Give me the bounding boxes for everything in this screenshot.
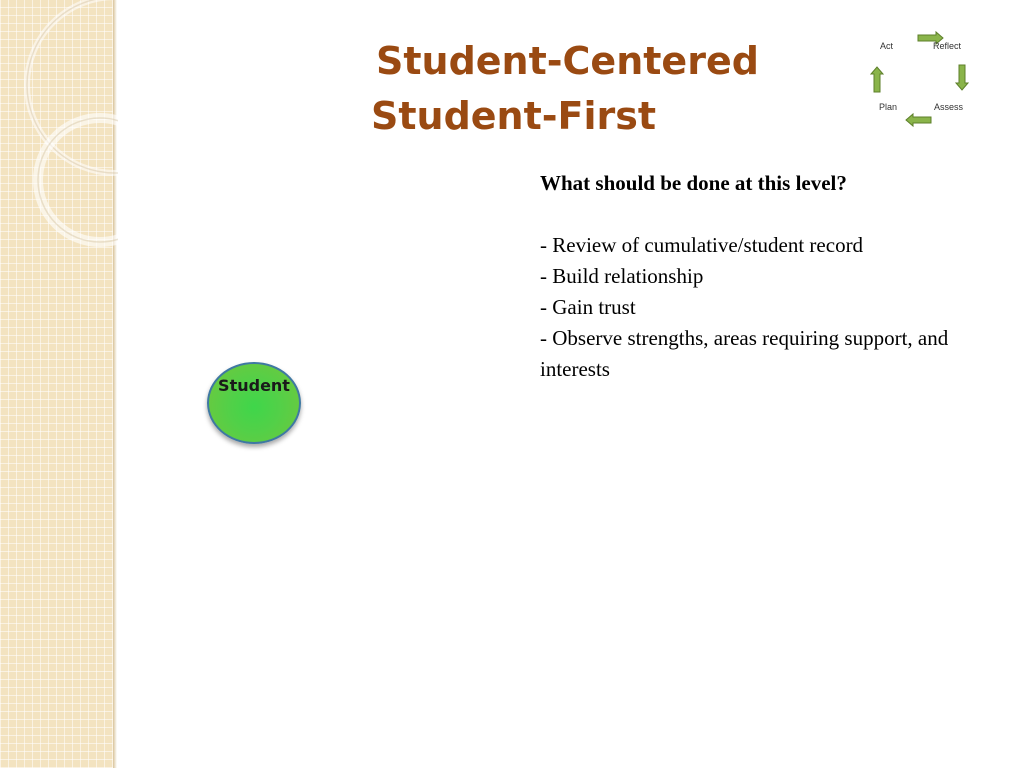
cycle-label-act: Act <box>880 41 894 51</box>
arrow-up-icon <box>871 67 883 92</box>
student-node[interactable] <box>207 362 301 444</box>
arrow-left-icon <box>906 114 931 126</box>
decorative-rings <box>0 0 118 260</box>
cycle-label-reflect: Reflect <box>933 41 962 51</box>
slide-title-line-2: Student-First <box>371 94 657 138</box>
level-guidance-text <box>540 168 1010 385</box>
guidance-list <box>540 230 1010 385</box>
guidance-item: - Observe strengths, areas requiring support, and interests <box>540 326 949 381</box>
slide-title-line-1: Student-Centered <box>376 39 759 83</box>
guidance-item: - Build relationship <box>540 264 704 288</box>
cycle-label-plan: Plan <box>879 102 898 112</box>
guidance-item: - Gain trust <box>540 295 636 319</box>
arrow-down-icon <box>956 65 968 90</box>
student-node-label: Student <box>218 376 290 395</box>
cycle-label-assess: Assess <box>934 102 964 112</box>
guidance-question: What should be done at this level? <box>540 171 847 195</box>
guidance-item: - Review of cumulative/student record <box>540 233 864 257</box>
